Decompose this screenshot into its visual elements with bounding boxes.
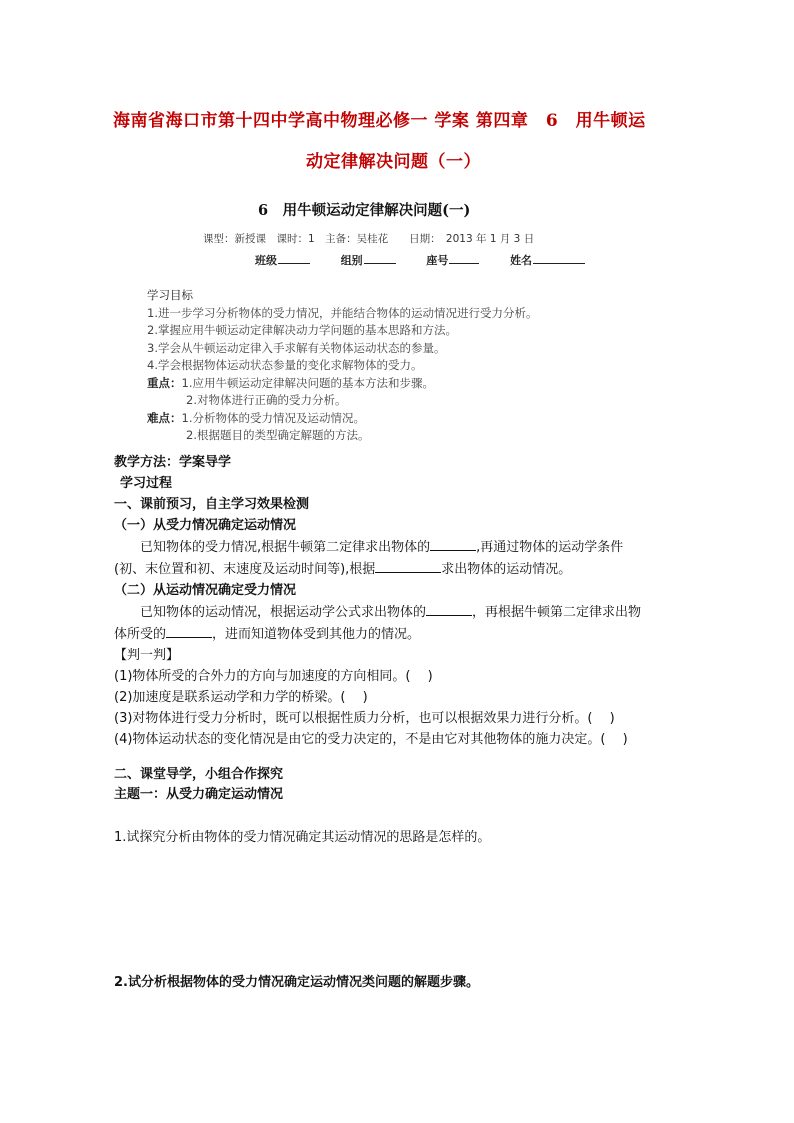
part1-paragraph-line1 xyxy=(114,536,641,558)
part2-text: ，进而知道物体受到其他力的情况。 xyxy=(212,627,421,642)
difficulty-point: 2.根据题目的类型确定解题的方法。 xyxy=(186,428,370,442)
judge-item: (3)对物体进行受力分析时，既可以根据性质力分析，也可以根据效果力进行分析。( ) xyxy=(114,711,615,726)
document-title-line2: 动定律解决问题（一） xyxy=(306,152,481,172)
answer-blank[interactable] xyxy=(430,536,476,551)
key-points-row xyxy=(147,375,537,393)
difficulty-row xyxy=(147,410,537,428)
seat-blank[interactable] xyxy=(449,252,479,264)
key-point: 1.应用牛顿运动定律解决问题的基本方法和步骤。 xyxy=(181,375,434,390)
objective-item: 4.学会根据物体运动状态参量的变化求解物体的受力。 xyxy=(147,358,423,372)
lesson-meta: 课型：新授课 课时：1 主备：吴桂花 日期： 2013 年 1 月 3 日 xyxy=(203,233,535,245)
part1-text: 已知物体的受力情况,根据牛顿第二定律求出物体的 xyxy=(140,540,431,555)
answer-blank[interactable] xyxy=(426,601,472,616)
judge-item: (1)物体所受的合外力的方向与加速度的方向相同。( ) xyxy=(114,669,433,684)
group-label: 组别 xyxy=(340,254,363,267)
answer-blank[interactable] xyxy=(166,623,212,638)
judge-heading: 【判一判】 xyxy=(114,648,180,663)
section2-heading: 二、课堂导学，小组合作探究 xyxy=(114,767,284,782)
student-info-row xyxy=(255,252,586,268)
seat-label: 座号 xyxy=(426,254,449,267)
part2-heading: （二）从运动情况确定受力情况 xyxy=(114,583,297,598)
section1-heading: 一、课前预习，自主学习效果检测 xyxy=(114,497,310,512)
learning-objectives xyxy=(147,287,537,445)
name-blank[interactable] xyxy=(533,252,585,264)
main-content xyxy=(114,452,641,750)
objectives-heading: 学习目标 xyxy=(147,288,193,302)
objective-item: 2.掌握应用牛顿运动定律解决动力学问题的基本思路和方法。 xyxy=(147,323,457,337)
teaching-method: 教学方法：学案导学 xyxy=(114,455,232,470)
part2-text: 体所受的 xyxy=(114,627,167,642)
topic1-heading: 主题一：从受力确定运动情况 xyxy=(114,787,284,802)
part1-text: (初、末位置和初、末速度及运动时间等),根据 xyxy=(114,562,376,577)
part1-paragraph-line2 xyxy=(114,558,641,580)
question-1: 1.试探究分析由物体的受力情况确定其运动情况的思路是怎样的。 xyxy=(114,830,491,845)
class-blank[interactable] xyxy=(278,252,310,264)
name-label: 姓名 xyxy=(510,254,533,267)
document-title-line1: 海南省海口市第十四中学高中物理必修一 学案 第四章 6 用牛顿运 xyxy=(113,111,646,131)
part2-paragraph-line1 xyxy=(114,601,641,623)
part2-text: 已知物体的运动情况，根据运动学公式求出物体的 xyxy=(140,605,427,620)
lesson-title: 6 用牛顿运动定律解决问题(一) xyxy=(258,202,471,219)
key-points-label: 重点： xyxy=(147,375,182,390)
group-blank[interactable] xyxy=(364,252,396,264)
judge-item: (2)加速度是联系运动学和力学的桥梁。( ) xyxy=(114,690,368,705)
answer-blank[interactable] xyxy=(375,558,441,573)
part1-text: 求出物体的运动情况。 xyxy=(441,562,572,577)
objective-item: 3.学会从牛顿运动定律入手求解有关物体运动状态的参量。 xyxy=(147,340,446,355)
difficulty-point: 1.分析物体的受力情况及运动情况。 xyxy=(181,410,365,425)
judge-item: (4)物体运动状态的变化情况是由它的受力决定的，不是由它对其他物体的施力决定。( ) xyxy=(114,732,628,747)
difficulty-label: 难点： xyxy=(147,410,182,425)
class-label: 班级 xyxy=(255,254,277,267)
key-point: 2.对物体进行正确的受力分析。 xyxy=(186,393,347,407)
learning-process: 学习过程 xyxy=(120,476,173,491)
part1-heading: （一）从受力情况确定运动情况 xyxy=(114,518,297,533)
part2-paragraph-line2 xyxy=(114,623,641,645)
question-2: 2.试分析根据物体的受力情况确定运动情况类问题的解题步骤。 xyxy=(114,975,479,990)
objective-item: 1.进一步学习分析物体的受力情况，并能结合物体的运动情况进行受力分析。 xyxy=(147,305,538,320)
part1-text: ,再通过物体的运动学条件 xyxy=(476,540,624,555)
part2-text: ，再根据牛顿第二定律求出物 xyxy=(472,605,642,620)
